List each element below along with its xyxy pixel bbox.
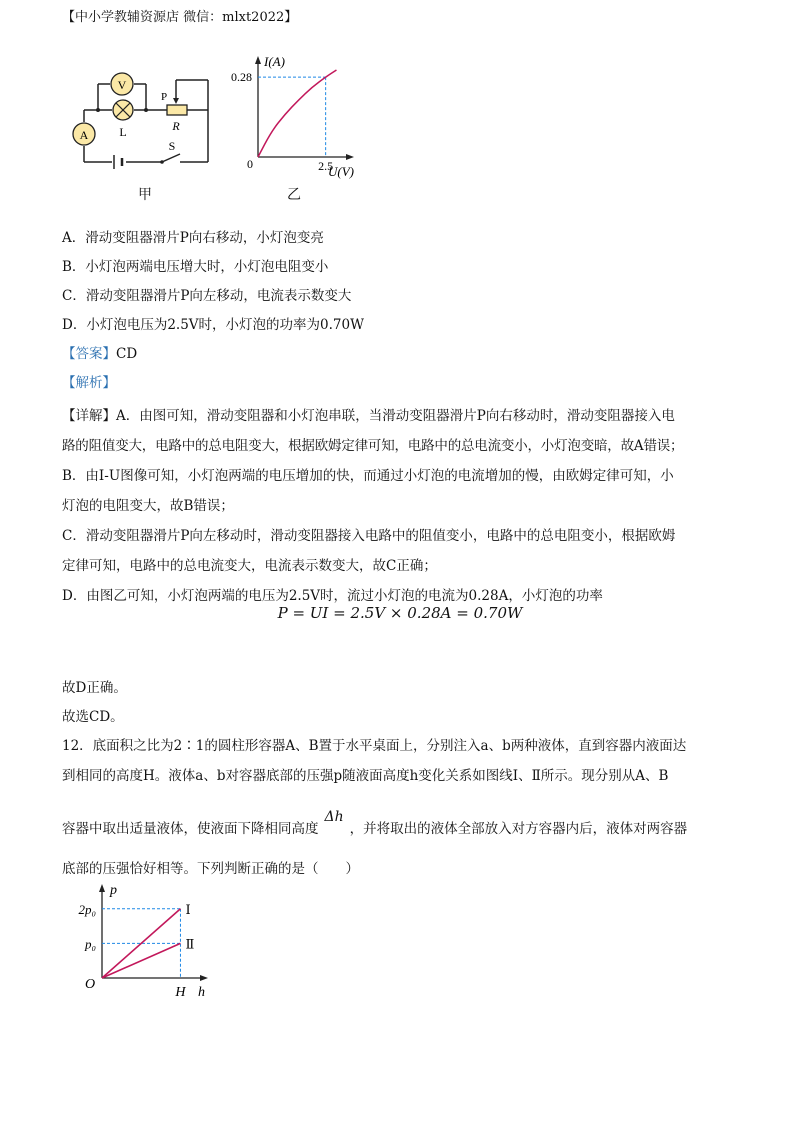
line-i-label: Ⅰ bbox=[185, 901, 191, 917]
pressure-height-graph bbox=[70, 878, 220, 1003]
ph-y-tick-p0: p₀ bbox=[84, 936, 96, 952]
page-header: 【中小学教辅资源店 微信：mlxt2022】 bbox=[62, 10, 298, 25]
option-d: D．小灯泡电压为2.5V时，小灯泡的功率为0.70W bbox=[62, 317, 364, 333]
q12-line-4: 底部的压强恰好相等。下列判断正确的是（ ） bbox=[62, 861, 359, 877]
detail-tag: 【详解】 bbox=[62, 408, 116, 424]
power-formula: P = UI = 2.5V × 0.28A = 0.70W bbox=[277, 604, 523, 622]
answer-row bbox=[62, 342, 137, 362]
option-b: B．小灯泡两端电压增大时，小灯泡电阻变小 bbox=[62, 259, 329, 275]
ammeter-label: A bbox=[79, 128, 89, 142]
iu-x-label: U(V) bbox=[328, 164, 354, 179]
detail-line-6: 定律可知，电路中的总电流变大，电流表示数变大，故C正确； bbox=[62, 558, 437, 574]
ph-origin: O bbox=[84, 977, 96, 992]
ph-x-label: h bbox=[198, 985, 205, 1000]
switch-label: S bbox=[168, 139, 176, 153]
iu-curve bbox=[258, 70, 336, 157]
option-a: A．滑动变阻器滑片P向右移动，小灯泡变亮 bbox=[62, 230, 324, 246]
lamp-label: L bbox=[119, 125, 127, 139]
slider-label: P bbox=[160, 91, 168, 103]
iu-origin: 0 bbox=[247, 157, 253, 171]
iu-y-label: I(A) bbox=[264, 54, 285, 69]
q12-line-1: 12．底面积之比为2∶1的圆柱形容器A、B置于水平桌面上，分别注入a、b两种液体，直到容器内液面达 bbox=[62, 738, 687, 754]
ph-y-label: p bbox=[110, 883, 117, 898]
figure-yi-caption: 乙 bbox=[287, 187, 301, 203]
option-c: C．滑动变阻器滑片P向左移动，电流表示数变大 bbox=[62, 288, 352, 304]
voltmeter-label: V bbox=[117, 78, 127, 92]
line-ii-label: Ⅱ bbox=[185, 936, 195, 952]
figure-jia-caption: 甲 bbox=[138, 187, 152, 203]
conclusion-d: 故D正确。 bbox=[62, 680, 127, 696]
iu-graph bbox=[222, 52, 372, 187]
delta-h: Δh bbox=[324, 809, 344, 825]
line-ii bbox=[102, 943, 180, 978]
resistor-label: R bbox=[172, 119, 180, 133]
analysis-tag: 【解析】 bbox=[62, 375, 116, 391]
answer-value: CD bbox=[116, 346, 138, 362]
detail-line-1: 【详解】A．由图可知，滑动变阻器和小灯泡串联，当滑动变阻器滑片P向右移动时，滑动变阻器接入电 bbox=[62, 408, 675, 424]
iu-y-tick: 0.28 bbox=[231, 70, 252, 85]
conclusion-choice: 故选CD。 bbox=[62, 709, 124, 725]
answer-tag: 【答案】 bbox=[62, 346, 116, 362]
detail-line-7: D．由图乙可知，小灯泡两端的电压为2.5V时，流过小灯泡的电流为0.28A，小灯泡的功率 bbox=[62, 588, 603, 604]
detail-line-3: B．由I-U图像可知，小灯泡两端的电压增加的快，而通过小灯泡的电流增加的慢，由欧姆定律可知，小 bbox=[62, 468, 674, 484]
detail-line-5: C．滑动变阻器滑片P向左移动时，滑动变阻器接入电路中的阻值变小，电路中的总电阻变小，根据欧姆 bbox=[62, 528, 676, 544]
ph-y-tick-2p0: 2p₀ bbox=[78, 901, 96, 917]
iu-x-tick: 2.5 bbox=[318, 159, 334, 173]
q12-line-3: 容器中取出适量液体，使液面下降相同高度Δh，并将取出的液体全部放入对方容器内后，液体对两容器 bbox=[62, 809, 688, 837]
ph-x-tick-h: H bbox=[175, 985, 186, 1000]
q12-line-2: 到相同的高度H。液体a、b对容器底部的压强p随液面高度h变化关系如图线Ⅰ、Ⅱ所示。现分别从A、B bbox=[62, 768, 669, 784]
detail-line-4: 灯泡的电阻变大，故B错误； bbox=[62, 498, 234, 514]
resistor-symbol bbox=[167, 105, 187, 115]
detail-line-2: 路的阻值变大，电路中的总电阻变大，根据欧姆定律可知，电路中的总电流变小，小灯泡变暗，故A错误； bbox=[62, 438, 684, 454]
